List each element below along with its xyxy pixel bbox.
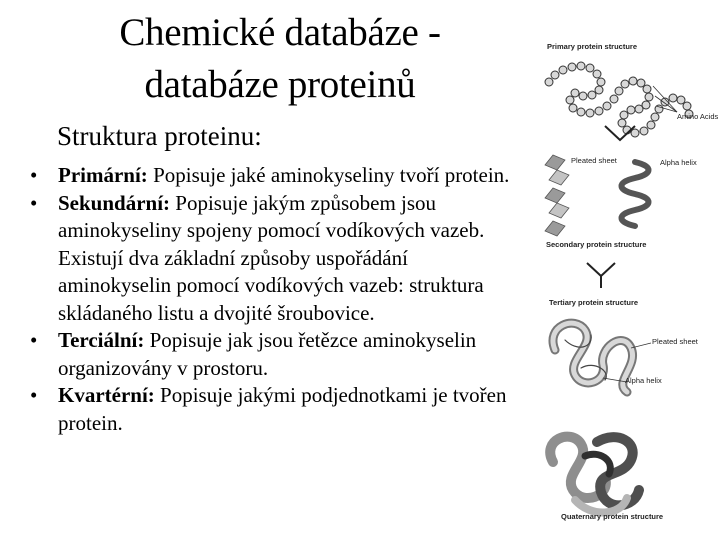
bullet-item-secondary [30, 190, 522, 328]
pleated-sheet [545, 155, 569, 236]
protein-structure-illustration [535, 30, 720, 535]
tertiary-ribbon [553, 323, 633, 392]
label-amino-acids: Amino Acids [677, 112, 719, 121]
protein-structure-figure [535, 30, 720, 535]
bullet-term: Terciální: [58, 328, 145, 352]
label-alpha-helix: Alpha helix [660, 158, 697, 167]
bullet-icon: • [30, 163, 38, 187]
bullet-term: Primární: [58, 163, 148, 187]
bullet-item-tertiary [30, 327, 522, 382]
slide-title-line2: databáze proteinů [144, 63, 416, 106]
label-quaternary-structure: Quaternary protein structure [561, 512, 664, 521]
quaternary-subunits [550, 437, 639, 513]
label-pleated-sheet: Pleated sheet [571, 156, 617, 165]
label-secondary-structure: Secondary protein structure [546, 240, 647, 249]
label-tertiary-alpha-helix: Alpha helix [625, 376, 662, 385]
bullet-term: Sekundární: [58, 190, 171, 215]
slide-title-line1: Chemické databáze - [119, 11, 441, 54]
amino-acid-chain [545, 62, 693, 137]
arrow-icon [587, 263, 615, 288]
bullet-item-primary [30, 162, 522, 190]
label-primary-structure: Primary protein structure [547, 42, 638, 51]
bullet-icon: • [30, 190, 38, 215]
bullet-icon: • [30, 328, 38, 352]
slide-subtitle: Struktura proteinu: [57, 121, 262, 151]
label-tertiary-structure: Tertiary protein structure [549, 298, 639, 307]
bullet-icon: • [30, 383, 38, 407]
bullet-text: Popisuje jak jsou řetězce aminokyselin organizovány v prostoru. [58, 328, 477, 380]
bullet-text: Popisuje jaké aminokyseliny tvoří protein. [147, 163, 510, 187]
bullet-text: Popisuje jakým způsobem jsou aminokyseliny spojeny pomocí vodíkových vazeb. Existují dva základní způsoby uspořádání aminokyselin pomocí vodíkových vazeb: struktura skládaného listu a dvojité šroubovice. [58, 190, 485, 325]
label-tertiary-pleated-sheet: Pleated sheet [652, 337, 698, 346]
bullet-term: Kvartérní: [58, 383, 155, 407]
bullet-text: Popisuje jakými podjednotkami je tvořen protein. [58, 383, 507, 435]
alpha-helix [622, 162, 649, 226]
bullet-list [30, 162, 522, 437]
bullet-item-quaternary [30, 382, 522, 437]
